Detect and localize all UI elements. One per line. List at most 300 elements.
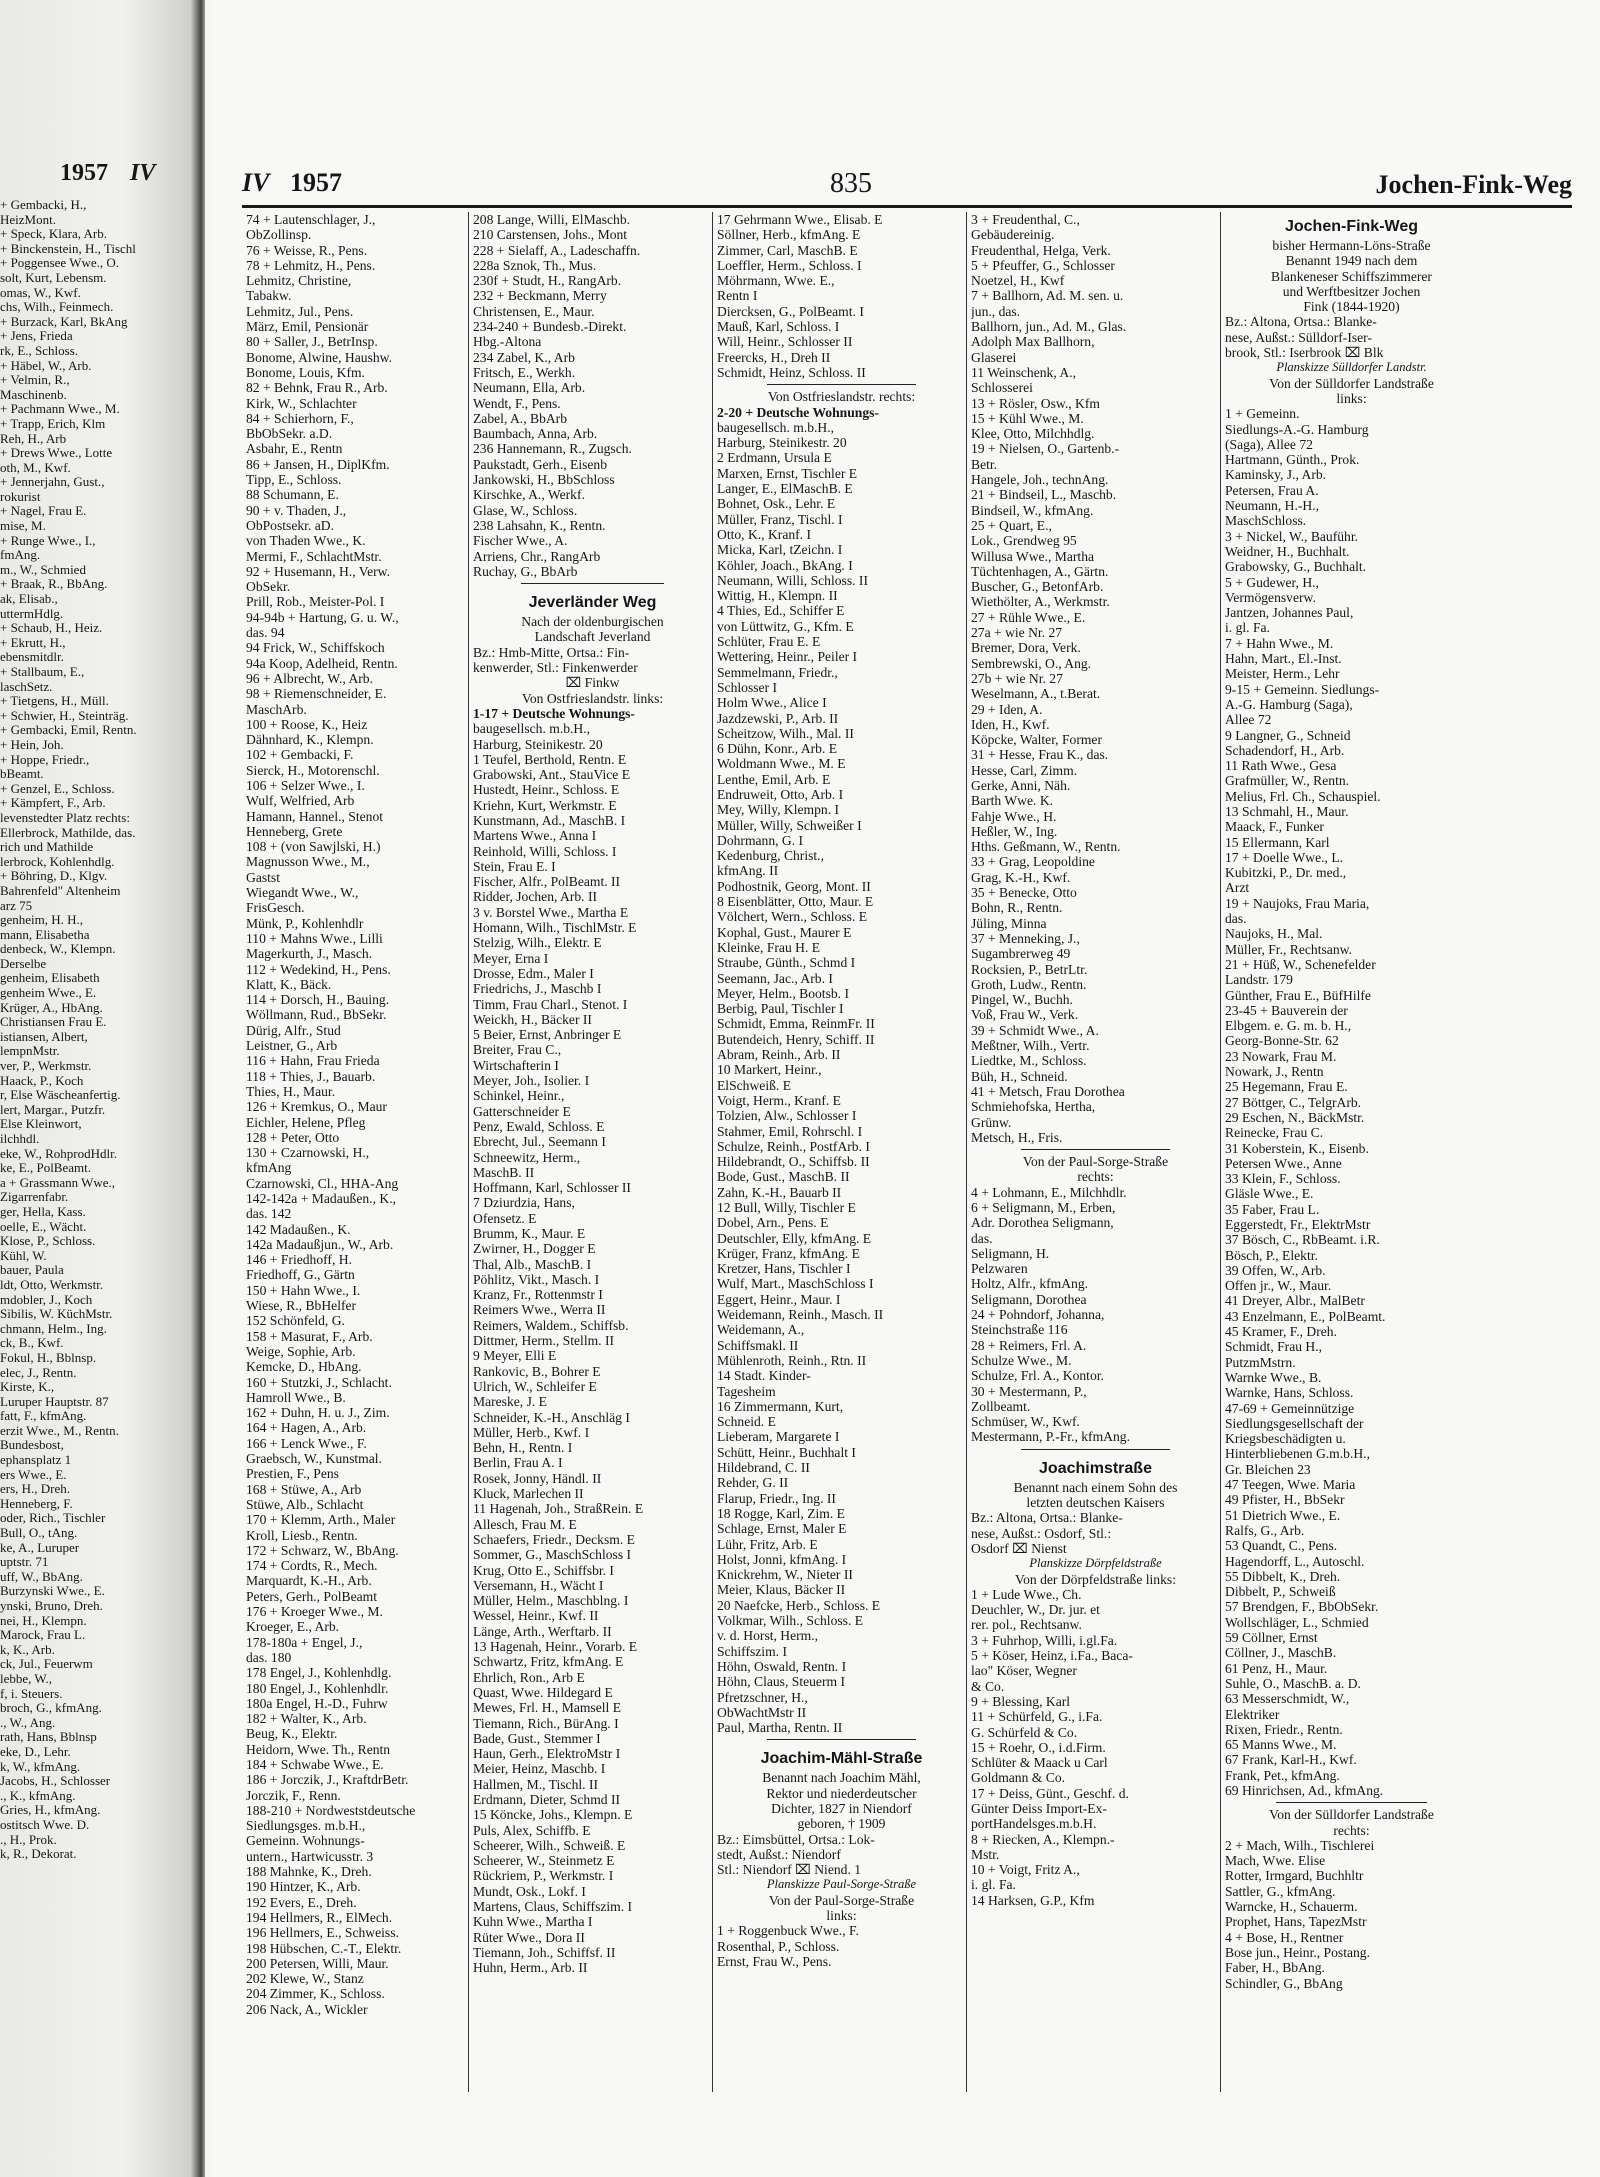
facing-page-line: erzit Wwe., M., Rentn. (0, 1423, 119, 1438)
resident-entry: Meyer, Helm., Bootsb. I (717, 985, 849, 1001)
resident-entry: 39 + Schmidt Wwe., A. (971, 1022, 1099, 1038)
resident-entry: 59 Cöllner, Ernst (1225, 1630, 1318, 1646)
resident-entry: Prophet, Hans, TapezMstr (1225, 1914, 1367, 1930)
resident-entry: 3 + Freudenthal, C., (971, 212, 1080, 227)
resident-entry: Rüter Wwe., Dora II (473, 1929, 585, 1945)
resident-entry: Woldmann Wwe., M. E (717, 756, 846, 772)
resident-entry: Hahn, Mart., El.-Inst. (1225, 651, 1342, 667)
resident-entry: jun., das. (971, 303, 1021, 319)
resident-entry: 86 + Jansen, H., DiplKfm. (246, 456, 390, 472)
resident-entry: Bohn, R., Rentn. (971, 900, 1063, 916)
resident-entry: 178 Engel, J., Kohlenhdlg. (246, 1665, 392, 1681)
resident-entry: Arzt (1225, 880, 1250, 896)
facing-page-line: + Trapp, Erich, Klm (0, 416, 106, 431)
resident-entry: G. Schürfeld & Co. (971, 1724, 1078, 1740)
resident-entry: Schinkel, Heinr., (473, 1088, 565, 1104)
facing-page-line: + Gembacki, H., (0, 198, 87, 212)
resident-entry: 30 + Mestermann, P., (971, 1383, 1087, 1399)
resident-entry: Fischer, Alfr., PolBeamt. II (473, 874, 621, 890)
facing-page-line: + Jennerjahn, Gust., (0, 475, 105, 490)
resident-entry: Müller, Franz, Tischl. I (717, 511, 843, 527)
resident-entry: ObSekr. (246, 579, 291, 595)
facing-page-line: ynski, Bruno, Dreh. (0, 1599, 103, 1613)
resident-entry: 76 + Weisse, R., Pens. (246, 242, 368, 258)
resident-entry: 35 Faber, Frau L. (1225, 1201, 1320, 1217)
resident-entry: Wittig, H., Klempn. II (717, 588, 838, 604)
resident-entry: Hustedt, Heinr., Schloss. E (473, 782, 620, 798)
resident-entry: baugesellsch. m.b.H., (473, 721, 591, 737)
resident-entry: Rosek, Jonny, Händl. II (473, 1470, 602, 1486)
resident-entry: 15 Ellermann, Karl (1225, 834, 1330, 850)
resident-entry: 110 + Mahns Wwe., Lilli (246, 930, 383, 946)
facing-page-line: levenstedter Platz rechts: (0, 810, 130, 825)
resident-entry: Weige, Sophie, Arb. (246, 1343, 356, 1359)
resident-entry: 3 + Nickel, W., Bauführ. (1225, 528, 1359, 544)
resident-entry: Schneider, K.-H., Anschläg I (473, 1409, 630, 1425)
resident-entry: Arriens, Chr., RangArb (473, 548, 601, 564)
resident-entry: Prestien, F., Pens (246, 1466, 339, 1482)
resident-entry: Allee 72 (1225, 712, 1272, 728)
resident-entry: 162 + Duhn, H. u. J., Zim. (246, 1405, 390, 1421)
street-note: bisher Hermann-Löns-Straße (1272, 238, 1431, 253)
header-rule (242, 205, 1572, 208)
facing-page-line: ers Wwe., E. (0, 1467, 67, 1482)
resident-entry: Leistner, G., Arb (246, 1038, 338, 1054)
resident-entry: Elbgem. e. G. m. b. H., (1225, 1018, 1352, 1034)
resident-entry: Hths. Geßmann, W., Rentn. (971, 839, 1121, 855)
resident-entry: Harburg, Steinikestr. 20 (473, 736, 603, 752)
resident-entry: Köpcke, Walter, Former (971, 732, 1102, 748)
resident-entry: Wendt, F., Pens. (473, 395, 561, 411)
resident-entry: 1 Teufel, Berthold, Rentn. E (473, 751, 627, 767)
resident-entry: Schiffszim. I (717, 1643, 787, 1659)
resident-entry: Kirschke, A., Werkf. (473, 487, 585, 503)
facing-page-line: Fokul, H., Bblnsp. (0, 1350, 97, 1365)
resident-entry: i. gl. Fa. (971, 1877, 1016, 1893)
resident-entry: Schmüser, W., Kwf. (971, 1414, 1080, 1430)
resident-entry: Mundt, Osk., Lokf. I (473, 1883, 586, 1899)
facing-page-volume: IV (130, 160, 156, 186)
resident-entry: 188-210 + Nordweststdeutsche (246, 1802, 416, 1818)
directory-column-3 (712, 212, 966, 2092)
resident-entry: 23-45 + Bauverein der (1225, 1002, 1348, 1018)
facing-page-line: + Velmin, R., (0, 373, 70, 388)
resident-entry: Christensen, E., Maur. (473, 303, 595, 319)
resident-entry: 13 + Rösler, Osw., Kfm (971, 395, 1100, 411)
resident-entry: Schindler, G., BbAng (1225, 1975, 1343, 1991)
resident-entry: Ridder, Jochen, Arb. II (473, 889, 598, 905)
resident-entry: Elektriker (1225, 1706, 1280, 1722)
resident-entry: Eggerstedt, Fr., ElektrMstr (1225, 1217, 1371, 1232)
resident-entry: Quast, Wwe. Hildegard E (473, 1684, 613, 1700)
resident-entry: Rankovic, B., Bohrer E (473, 1363, 601, 1379)
resident-entry: Warncke, H., Schauerm. (1225, 1899, 1358, 1915)
resident-entry: von Thaden Wwe., K. (246, 533, 366, 549)
resident-entry: Vermögensverw. (1225, 589, 1316, 605)
resident-entry: Harburg, Steinikestr. 20 (717, 435, 847, 451)
resident-entry: Schadendorf, H., Arb. (1225, 742, 1345, 758)
resident-entry: 2 Erdmann, Ursula E (717, 450, 832, 466)
facing-page-year: 1957 (60, 160, 108, 186)
street-note: Von Ostfrieslandstr. links: (521, 690, 664, 706)
facing-page-line: denbeck, W., Klempn. (0, 942, 116, 957)
resident-entry: Wöllmann, Rud., BbSekr. (246, 1007, 387, 1023)
resident-entry: 1-17 + Deutsche Wohnungs- (473, 705, 635, 721)
resident-entry: 17 Gehrmann Wwe., Elisab. E (717, 212, 883, 227)
resident-entry: Gatterschneider E (473, 1103, 571, 1119)
resident-entry: 174 + Cordts, R., Mech. (246, 1558, 378, 1574)
facing-page-line: + Hoppe, Friedr., (0, 752, 90, 767)
resident-entry: 196 Hellmers, E., Schweiss. (246, 1925, 399, 1941)
resident-entry: 61 Penz, H., Maur. (1225, 1660, 1328, 1676)
resident-entry: Ernst, Frau W., Pens. (717, 1953, 832, 1969)
resident-entry: stedt, Außst.: Niendorf (717, 1846, 841, 1862)
facing-page-line: Burzynski Wwe., E. (0, 1584, 105, 1599)
resident-entry: 4 + Lohmann, E., Milchhdlr. (971, 1184, 1127, 1200)
resident-entry: Voß, Frau W., Verk. (971, 1007, 1079, 1023)
section-divider (521, 583, 664, 584)
resident-entry: Barth Wwe. K. (971, 793, 1054, 809)
facing-page-line: + Häbel, W., Arb. (0, 358, 92, 373)
resident-entry: A.-G. Hamburg (Saga), (1225, 696, 1353, 712)
resident-entry: Penz, Ewald, Schloss. E (473, 1118, 605, 1134)
resident-entry: 182 + Walter, K., Arb. (246, 1711, 367, 1727)
resident-entry: 53 Quandt, C., Pens. (1225, 1538, 1338, 1554)
resident-entry: 39 Offen, W., Arb. (1225, 1262, 1326, 1278)
resident-entry: Kaminsky, J., Arb. (1225, 467, 1327, 483)
resident-entry: 204 Zimmer, K., Schloss. (246, 1986, 385, 2002)
facing-page-header (0, 160, 180, 194)
resident-entry: Hallmen, M., Tischl. II (473, 1776, 598, 1792)
resident-entry: Haun, Gerh., ElektroMstr I (473, 1746, 621, 1762)
resident-entry: Petersen, Frau A. (1225, 482, 1319, 498)
resident-entry: 7 + Ballhorn, Ad. M. sen. u. (971, 288, 1124, 304)
street-heading: Joachimstraße (1039, 1459, 1152, 1477)
facing-page-line: Haack, P., Koch (0, 1073, 84, 1088)
section-divider (767, 384, 916, 385)
resident-entry: Rehder, G. II (717, 1475, 789, 1491)
resident-entry: Rixen, Friedr., Rentn. (1225, 1721, 1343, 1737)
resident-entry: 106 + Selzer Wwe., I. (246, 777, 365, 793)
resident-entry: 78 + Lehmitz, H., Pens. (246, 257, 376, 273)
resident-entry: das. 142 (246, 1206, 292, 1222)
resident-entry: 164 + Hagen, A., Arb. (246, 1420, 367, 1436)
resident-entry: 9-15 + Gemeinn. Siedlungs- (1225, 681, 1380, 697)
resident-entry: 14 Harksen, G.P., Kfm (971, 1892, 1095, 1908)
resident-entry: Diercksen, G., PolBeamt. I (717, 303, 864, 319)
section-divider (767, 1739, 916, 1740)
resident-entry: 238 Lahsahn, K., Rentn. (473, 517, 606, 533)
resident-entry: 142a Madaußjun., W., Arb. (246, 1236, 394, 1252)
resident-entry: kenwerder, Stl.: Finkenwerder (473, 660, 638, 676)
resident-entry: Länge, Arth., Werftarb. II (473, 1623, 612, 1639)
resident-entry: Magerkurth, J., Masch. (246, 946, 373, 962)
resident-entry: Hoffmann, Karl, Schlosser II (473, 1180, 631, 1196)
resident-entry: Sierck, H., Motorenschl. (246, 762, 380, 778)
resident-entry: Söllner, Herb., kfmAng. E (717, 227, 861, 243)
facing-page-line: omas, W., Kwf. (0, 285, 81, 300)
resident-entry: MaschSchloss. (1225, 513, 1307, 529)
resident-entry: 202 Klewe, W., Stanz (246, 1971, 364, 1987)
resident-entry: Micka, Karl, tZeichn. I (717, 542, 843, 558)
facing-page-line: ldt, Otto, Werkmstr. (0, 1277, 104, 1292)
facing-page-line: oth, M., Kwf. (0, 460, 71, 475)
facing-page-line: elec, J., Rentn. (0, 1365, 77, 1380)
resident-entry: 228 + Sielaff, A., Ladeschaffn. (473, 242, 641, 258)
resident-entry: ObPostsekr. aD. (246, 517, 334, 533)
street-note: Fink (1844-1920) (1303, 299, 1400, 315)
resident-entry: Faber, H., BbAng. (1225, 1960, 1325, 1976)
resident-entry: 188 Mahnke, K., Dreh. (246, 1864, 372, 1880)
resident-entry: Gastst (246, 869, 280, 885)
facing-page-line: + Stallbaum, E., (0, 665, 85, 679)
resident-entry: Kedenburg, Christ., (717, 848, 824, 864)
resident-entry: Jüling, Minna (971, 915, 1047, 931)
resident-entry: Eggert, Heinr., Maur. I (717, 1291, 841, 1307)
resident-entry: Frank, Pet., kfmAng. (1225, 1767, 1340, 1783)
facing-page-line: ostitsch Wwe. D. (0, 1817, 90, 1832)
resident-entry: Weidemann, Reinh., Masch. II (717, 1307, 884, 1323)
resident-entry: Reinecke, Frau C. (1225, 1125, 1324, 1141)
street-note: Von der Sülldorfer Landstraße (1269, 1807, 1434, 1823)
resident-entry: Marxen, Ernst, Tischler E (717, 465, 858, 481)
resident-entry: 234-240 + Bundesb.-Direkt. (473, 319, 627, 335)
facing-page-line: + Schwier, H., Steinträg. (0, 708, 129, 723)
resident-entry: Hildebrand, C. II (717, 1460, 810, 1476)
resident-entry: Seemann, Jac., Arb. I (717, 970, 833, 986)
resident-entry: Gr. Bleichen 23 (1225, 1461, 1311, 1477)
directory-column-5 (1220, 212, 1478, 2092)
facing-page-line: + Jens, Frieda (0, 329, 73, 344)
resident-entry: 10 Markert, Heinr., (717, 1062, 822, 1078)
resident-entry: 33 Klein, F., Schloss. (1225, 1171, 1341, 1187)
facing-page-line: ers, H., Dreh. (0, 1482, 71, 1497)
resident-entry: Mach, Wwe. Elise (1225, 1853, 1326, 1869)
resident-entry: Mewes, Frl. H., Mamsell E (473, 1700, 622, 1716)
resident-entry: Lühr, Fritz, Arb. E (717, 1536, 818, 1552)
resident-entry: 15 + Kühl Wwe., M. (971, 410, 1084, 426)
street-heading: Jochen-Fink-Weg (1284, 218, 1419, 235)
resident-entry: 31 Koberstein, K., Eisenb. (1225, 1140, 1369, 1156)
facing-page-line: laschSetz. (0, 679, 53, 694)
resident-entry: 20 Naefcke, Herb., Schloss. E (717, 1597, 881, 1613)
resident-entry: 112 + Wedekind, H., Pens. (246, 961, 391, 977)
resident-entry: Mareske, J. E (473, 1394, 547, 1410)
resident-entry: Meßtner, Wilh., Vertr. (971, 1038, 1090, 1054)
facing-page-line: ke, E., PolBeamt. (0, 1161, 91, 1176)
resident-entry: 19 + Nielsen, O., Gartenb.- (971, 441, 1120, 457)
resident-entry: Metsch, H., Fris. (971, 1129, 1063, 1145)
resident-entry: Sattler, G., kfmAng. (1225, 1883, 1336, 1899)
street-note: Rektor und niederdeutscher (766, 1785, 917, 1801)
page-street-range: Jochen-Fink-Weg (1375, 170, 1572, 199)
resident-entry: Deutschler, Elly, kfmAng. E (717, 1230, 872, 1246)
resident-entry: 234 Zabel, K., Arb (473, 349, 575, 365)
resident-entry: Meyer, Joh., Isolier. I (473, 1073, 590, 1089)
facing-page-line: a + Grassmann Wwe., (0, 1175, 116, 1190)
resident-entry: Zahn, K.-H., Bauarb II (717, 1184, 842, 1200)
resident-entry: Abram, Reinh., Arb. II (717, 1047, 841, 1063)
facing-page-line: genheim, Elisabeth (0, 971, 100, 986)
facing-page-line: lert, Margar., Putzfr. (0, 1102, 106, 1117)
resident-entry: lao" Köser, Wegner (971, 1663, 1077, 1679)
section-divider (1021, 1449, 1170, 1450)
resident-entry: Zollbeamt. (971, 1398, 1031, 1414)
resident-entry: Steinchstraße 116 (971, 1322, 1068, 1338)
resident-entry: Knickrehm, W., Nieter II (717, 1567, 853, 1583)
resident-entry: 100 + Roose, K., Heiz (246, 716, 368, 732)
resident-entry: Bz.: Hmb-Mitte, Ortsa.: Fin- (473, 644, 630, 660)
resident-entry: Marquardt, K.-H., Arb. (246, 1573, 372, 1589)
resident-entry: Wollschläger, L., Schmied (1225, 1614, 1369, 1630)
resident-entry: Glase, W., Schloss. (473, 502, 578, 518)
street-note: Blankeneser Schiffszimmerer (1271, 268, 1432, 284)
facing-page-line: ck, Jul., Feuerwm (0, 1657, 93, 1672)
facing-page-line: chmann, Helm., Ing. (0, 1321, 107, 1336)
resident-entry: Buscher, G., BetonfArb. (971, 579, 1104, 595)
resident-entry: Magnusson Wwe., M., (246, 854, 370, 870)
street-note: Von Ostfrieslandstr. rechts: (767, 389, 916, 405)
resident-entry: 82 + Behnk, Frau R., Arb. (246, 380, 388, 396)
resident-entry: Bohnet, Osk., Lehr. E (717, 496, 836, 512)
street-note: Benannt nach einem Sohn des (1013, 1479, 1178, 1495)
resident-entry: 98 + Riemenschneider, E. (246, 686, 387, 702)
resident-entry: MaschB. II (473, 1164, 535, 1180)
resident-entry: 49 Pfister, H., BbSekr (1225, 1492, 1345, 1508)
resident-entry: 232 + Beckmann, Merry (473, 288, 607, 304)
resident-entry: 27 + Rühle Wwe., E. (971, 609, 1086, 625)
resident-entry: Bz.: Eimsbüttel, Ortsa.: Lok- (717, 1831, 875, 1847)
street-note: rechts: (1077, 1169, 1114, 1185)
resident-entry: Melius, Frl. Ch., Schauspiel. (1225, 788, 1381, 804)
resident-entry: 29 + Iden, A. (971, 701, 1043, 717)
resident-entry: Hildebrandt, O., Schiffsb. II (717, 1154, 870, 1170)
resident-entry: Stahmer, Emil, Rohrschl. I (717, 1123, 863, 1139)
resident-entry: 37 + Menneking, J., (971, 930, 1080, 946)
resident-entry: 27a + wie Nr. 27 (971, 625, 1063, 641)
resident-entry: 27b + wie Nr. 27 (971, 670, 1063, 686)
resident-entry: Büh, H., Schneid. (971, 1068, 1068, 1084)
facing-page-line: ephansplatz 1 (0, 1453, 72, 1468)
resident-entry: 11 Rath Wwe., Gesa (1225, 758, 1337, 774)
resident-entry: Reinhold, Willi, Schloss. I (473, 843, 617, 859)
resident-entry: Groth, Ludw., Rentn. (971, 976, 1087, 992)
page-number: 835 (830, 168, 872, 199)
directory-column-2 (468, 212, 712, 2092)
resident-entry: 37 Bösch, C., RbBeamt. i.R. (1225, 1232, 1380, 1248)
resident-entry: 3 + Fuhrhop, Willi, i.gl.Fa. (971, 1632, 1118, 1648)
resident-entry: Tagesheim (717, 1383, 776, 1399)
resident-entry: Zwirner, H., Dogger E (473, 1241, 596, 1257)
resident-entry: Krug, Otto E., Schiffsbr. I (473, 1562, 614, 1578)
resident-entry: Betr. (971, 456, 998, 472)
resident-entry: Siedlungsges. m.b.H., (246, 1818, 366, 1834)
resident-entry: 19 + Naujoks, Frau Maria, (1225, 895, 1370, 911)
resident-entry: 33 + Grag, Leopoldine (971, 854, 1095, 870)
resident-entry: 142-142a + Madaußen., K., (246, 1191, 396, 1206)
facing-page-line: Ellerbrock, Mathilde, das. (0, 825, 136, 840)
resident-entry: 14 Stadt. Kinder- (717, 1368, 811, 1384)
resident-entry: Erdmann, Dieter, Schmd II (473, 1791, 621, 1807)
resident-entry: Hesse, Carl, Zimm. (971, 762, 1078, 778)
street-note: Landschaft Jeverland (534, 629, 651, 645)
resident-entry: Grag, K.-H., Kwf. (971, 869, 1071, 885)
resident-entry: Ruchay, G., BbArb (473, 563, 578, 579)
resident-entry: 9 + Blessing, Karl (971, 1693, 1071, 1709)
facing-page-line: lempnMstr. (0, 1044, 60, 1059)
resident-entry: nese, Außst.: Sülldorf-Iser- (1225, 329, 1372, 345)
resident-entry: Hamroll Wwe., B. (246, 1389, 346, 1405)
resident-entry: Sembrewski, O., Ang. (971, 655, 1092, 671)
resident-entry: Wessel, Heinr., Kwf. II (473, 1608, 599, 1624)
street-note: links: (826, 1908, 857, 1924)
resident-entry: 192 Evers, E., Dreh. (246, 1894, 357, 1910)
resident-entry: 55 Dibbelt, K., Dreh. (1225, 1568, 1341, 1584)
resident-entry: Endruweit, Otto, Arb. I (717, 786, 844, 802)
resident-entry: 27 Böttger, C., TelgrArb. (1225, 1094, 1362, 1110)
resident-entry: Mey, Willy, Klempn. I (717, 802, 840, 818)
resident-entry: Cöllner, J., MaschB. (1225, 1645, 1337, 1661)
resident-entry: Breiter, Frau C., (473, 1042, 562, 1058)
resident-entry: Jorczik, F., Renn. (246, 1787, 341, 1803)
resident-entry: Puls, Alex, Schiffb. E (473, 1822, 591, 1838)
resident-entry: 1 + Lude Wwe., Ch. (971, 1586, 1082, 1602)
resident-entry: Weselmann, A., t.Berat. (971, 686, 1101, 702)
resident-entry: Prill, Rob., Meister-Pol. I (246, 594, 385, 610)
resident-entry: Müller, Willy, Schweißer I (717, 817, 862, 833)
resident-entry: Asbahr, E., Rentn (246, 441, 343, 457)
resident-entry: 4 + Bose, H., Rentner (1225, 1929, 1344, 1945)
resident-entry: Pfretzschner, H., (717, 1689, 808, 1705)
map-reference: Planskizze Dörpfeldstraße (1029, 1556, 1162, 1571)
facing-page-line: ., W., Ang. (0, 1715, 56, 1730)
resident-entry: Dittmer, Herm., Stellm. II (473, 1333, 615, 1349)
resident-entry: Tolzien, Alw., Schlosser I (717, 1108, 857, 1124)
resident-entry: Mauß, Karl, Schloss. I (717, 319, 840, 335)
resident-entry: Wulf, Mart., MaschSchloss I (717, 1276, 874, 1292)
resident-entry: nese, Außst.: Osdorf, Stl.: (971, 1525, 1112, 1541)
street-note: Von der Dörpfeldstraße links: (1015, 1571, 1176, 1587)
facing-page-line: ver, P., Werkmstr. (0, 1059, 92, 1074)
resident-entry: ObWachtMstr II (717, 1704, 807, 1720)
resident-entry: Bose jun., Heinr., Postang. (1225, 1944, 1370, 1960)
street-heading: Jeverländer Weg (528, 594, 657, 612)
resident-entry: Lehmitz, Jul., Pens. (246, 303, 354, 319)
resident-entry: 41 + Metsch, Frau Dorothea (971, 1083, 1125, 1099)
resident-entry: Wiese, R., BbHelfer (246, 1298, 357, 1314)
facing-page-line: arz 75 (0, 898, 33, 913)
facing-page-line: broch, G., kfmAng. (0, 1701, 102, 1716)
resident-entry: Rosenthal, P., Schloss. (717, 1938, 840, 1954)
resident-entry: Friedrichs, J., Maschb I (473, 981, 602, 997)
facing-page-line: oder, Rich., Tischler (0, 1511, 106, 1526)
resident-entry: Osdorf ⌧ Nienst (971, 1540, 1067, 1556)
facing-page-line: + Ekrutt, H., (0, 635, 66, 650)
resident-entry: Kleinke, Frau H. E (717, 939, 821, 955)
resident-entry: 7 + Hahn Wwe., M. (1225, 635, 1334, 651)
resident-entry: 31 + Hesse, Frau K., das. (971, 747, 1109, 763)
resident-entry: Müller, Herb., Kwf. I (473, 1424, 590, 1440)
resident-entry: Kemcke, D., HbAng. (246, 1359, 362, 1375)
resident-entry: 4 Thies, Ed., Schiffer E (717, 603, 845, 619)
resident-entry: kfmAng. II (717, 863, 779, 879)
resident-entry: Hangele, Joh., technAng. (971, 472, 1109, 488)
resident-entry: Schlage, Ernst, Maler E (717, 1521, 847, 1537)
resident-entry: Thies, H., Maur. (246, 1083, 336, 1099)
facing-page-line: fmAng. (0, 548, 41, 563)
facing-page-line: Klose, P., Schloss. (0, 1234, 96, 1249)
facing-page-line: nei, H., Klempn. (0, 1613, 87, 1628)
